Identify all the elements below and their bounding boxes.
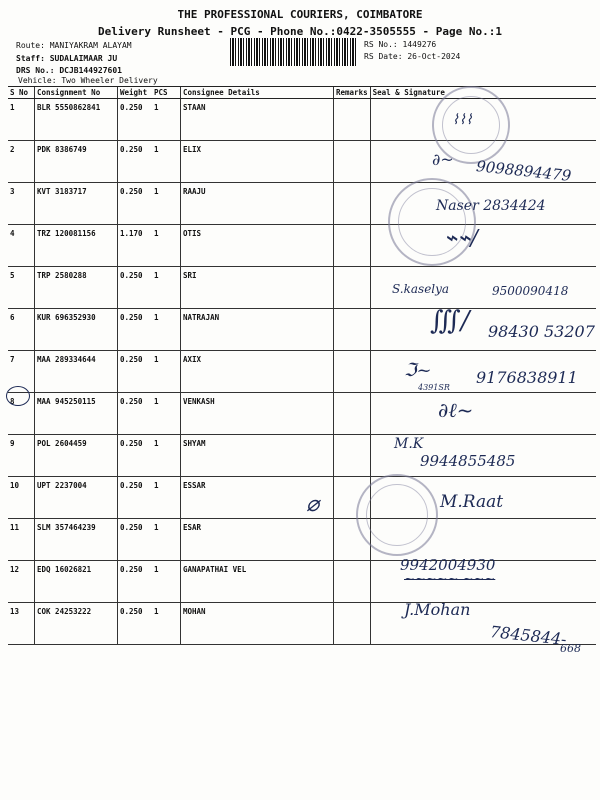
cell-weight: 0.250 [118,99,153,141]
cell-consignee: ESAR [181,519,334,561]
cell-remarks [334,141,371,183]
table-row [8,225,596,267]
handwritten-name: S.kaselya [392,282,450,296]
handwritten-note: 4391SR [418,383,450,392]
handwritten-phone: 9176838911 [476,368,578,387]
cell-pcs: 1 [152,435,181,477]
cell-remarks [334,561,371,603]
handwritten-name: J.Mohan [404,600,471,619]
cell-sno: 9 [8,435,35,477]
seal-stamp [388,178,476,266]
cell-pcs: 1 [152,519,181,561]
seal-stamp [356,474,438,556]
cell-consignment: TRZ 120081156 [35,225,118,267]
handwritten-phone: 98430 53207 [488,322,595,341]
runsheet-subtitle: Delivery Runsheet - PCG - Phone No.:0422-3505555 - Page No.:1 [98,25,502,38]
cell-weight: 0.250 [118,141,153,183]
cell-weight: 0.250 [118,477,153,519]
cell-sno: 8 [8,393,35,435]
cell-pcs: 1 [152,99,181,141]
cell-sno: 3 [8,183,35,225]
cell-consignment: COK 24253222 [35,603,118,645]
cell-consignment: UPT 2237004 [35,477,118,519]
cell-remarks [334,351,371,393]
cell-consignee: MOHAN [181,603,334,645]
cell-remarks [334,603,371,645]
handwritten-phone: 9942004930 [400,556,496,574]
signature-scribble: ℑ~ [404,360,432,381]
cell-pcs: 1 [152,351,181,393]
cell-weight: 0.250 [118,561,153,603]
cell-remarks [334,183,371,225]
handwritten-phone: 9500090418 [492,284,569,298]
cell-pcs: 1 [152,393,181,435]
cell-sno: 6 [8,309,35,351]
col-sno: S No [8,87,35,99]
cell-consignee: SRI [181,267,334,309]
cell-weight: 1.170 [118,225,153,267]
col-pcs: PCS [152,87,181,99]
cell-weight: 0.250 [118,435,153,477]
cell-consignee: STAAN [181,99,334,141]
cell-consignee: ELIX [181,141,334,183]
vehicle-label: Vehicle: Two Wheeler Delivery [18,76,158,85]
rs-number: RS No.: 1449276 [364,40,437,49]
cell-sno: 13 [8,603,35,645]
cell-pcs: 1 [152,225,181,267]
table-header-row [8,87,596,99]
handwritten-name-phone: Naser 2834424 [436,198,546,214]
cell-weight: 0.250 [118,393,153,435]
cell-pcs: 1 [152,477,181,519]
cell-consignment: EDQ 16026821 [35,561,118,603]
table-row [8,477,596,519]
cell-consignment: MAA 945250115 [35,393,118,435]
cell-pcs: 1 [152,141,181,183]
handwritten-phone-suffix: 668 [560,642,581,655]
cell-consignee: SHYAM [181,435,334,477]
cell-remarks [334,393,371,435]
cell-consignee: NATRAJAN [181,309,334,351]
cell-pcs: 1 [152,183,181,225]
table-row [8,519,596,561]
signature-scribble: ⌁⌁∕ [444,226,478,251]
cell-consignment: KVT 3183717 [35,183,118,225]
cell-consignee: AXIX [181,351,334,393]
cell-consignment: POL 2604459 [35,435,118,477]
cell-sno: 4 [8,225,35,267]
cell-consignee: ESSAR [181,477,334,519]
col-remarks: Remarks [334,87,371,99]
cell-remarks [334,435,371,477]
route-label: Route: MANIYAKRAM ALAYAM [16,41,132,50]
cell-weight: 0.250 [118,309,153,351]
cell-remarks [334,267,371,309]
signature-scribble: ∂~ [432,150,454,169]
cell-signature [370,393,596,435]
cell-consignee: GANAPATHAI VEL [181,561,334,603]
company-title: THE PROFESSIONAL COURIERS, COIMBATORE [177,8,423,21]
cell-pcs: 1 [152,603,181,645]
cell-weight: 0.250 [118,519,153,561]
handwritten-phone: 7845844- [489,622,568,649]
signature-scribble: ⌀ [306,492,320,517]
cell-consignment: BLR 5550862841 [35,99,118,141]
cell-weight: 0.250 [118,603,153,645]
cell-sno: 2 [8,141,35,183]
cell-pcs: 1 [152,309,181,351]
col-consignment: Consignment No [35,87,118,99]
signature-scribble: ⌇⌇⌇ [452,112,473,128]
table-row [8,561,596,603]
handwritten-phone: 9944855485 [420,452,516,470]
cell-sno: 7 [8,351,35,393]
barcode [230,38,358,66]
cell-sno: 11 [8,519,35,561]
cell-weight: 0.250 [118,183,153,225]
col-signature: Seal & Signature [370,87,596,99]
cell-consignment: SLM 357464239 [35,519,118,561]
signature-scribble: ∂ℓ~ [438,398,474,422]
drs-number: DRS No.: DCJB144927601 [16,66,122,75]
cell-remarks [334,309,371,351]
cell-consignment: MAA 289334644 [35,351,118,393]
rs-date: RS Date: 26-Oct-2024 [364,52,461,61]
cell-sno: 1 [8,99,35,141]
staff-label: Staff: SUDALAIMAAR JU [16,54,118,63]
cell-pcs: 1 [152,267,181,309]
cell-pcs: 1 [152,561,181,603]
col-weight: Weight [118,87,153,99]
cell-sno: 10 [8,477,35,519]
cell-sno: 5 [8,267,35,309]
cell-remarks [334,225,371,267]
table-row [8,393,596,435]
cell-consignee: RAAJU [181,183,334,225]
col-consignee: Consignee Details [181,87,334,99]
cell-consignment: TRP 2580288 [35,267,118,309]
cell-weight: 0.250 [118,267,153,309]
cell-weight: 0.250 [118,351,153,393]
cell-sno: 12 [8,561,35,603]
handwritten-name: M.Raat [440,492,504,512]
signature-scribble: ∭∕ [430,306,470,336]
cell-consignee: OTIS [181,225,334,267]
handwritten-name: M.K [394,436,424,452]
signature-scribble: ~~~~~ ~~~ [404,572,496,587]
cell-consignment: KUR 696352930 [35,309,118,351]
cell-consignment: PDK 8386749 [35,141,118,183]
pen-circle-mark [6,386,30,406]
cell-remarks [334,99,371,141]
handwritten-phone: 9098894479 [475,157,573,185]
cell-consignee: VENKASH [181,393,334,435]
